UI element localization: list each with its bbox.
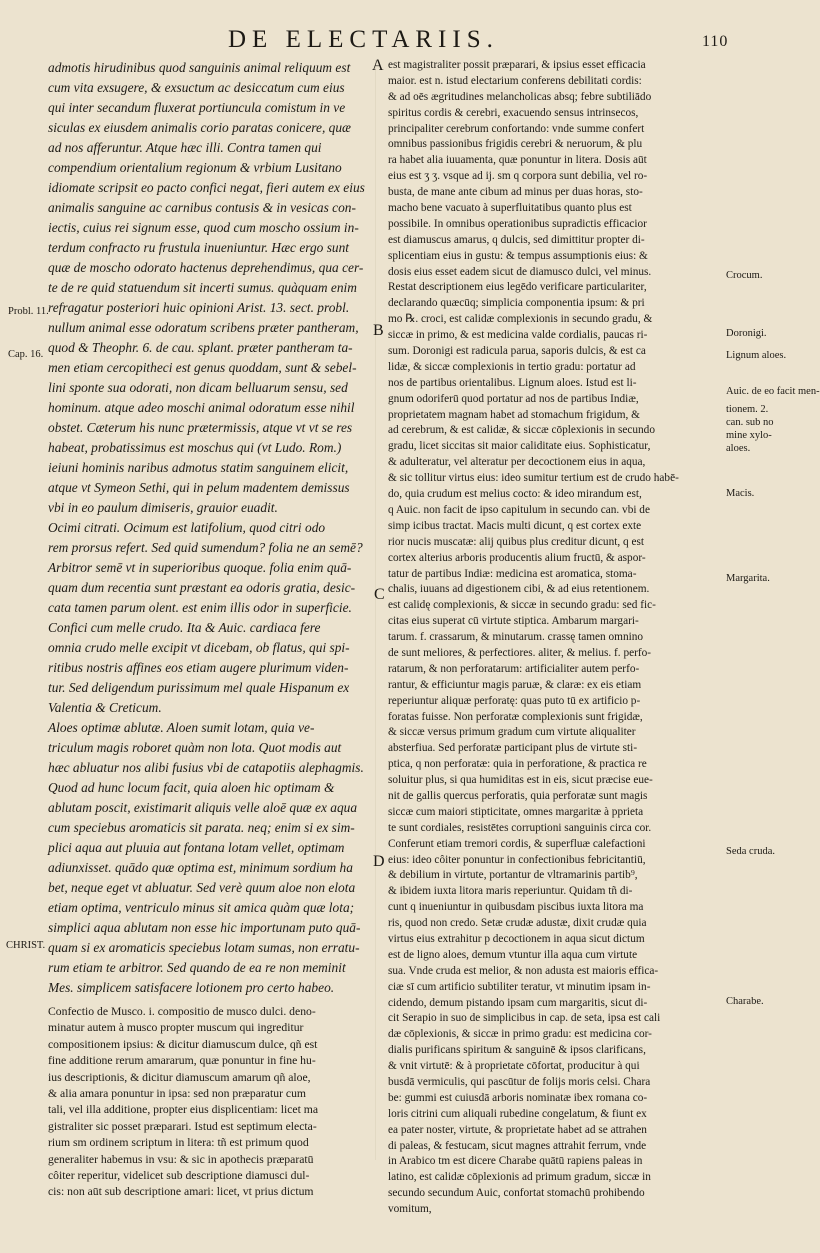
text-line: ieiuni hominis naribus admotus statim sanguinem elicit,	[48, 460, 349, 475]
left-column	[48, 58, 370, 1201]
text-line: Quod ad hunc locum facit, quia aloen hic optimam &	[48, 780, 335, 795]
text-line: splicentiam eius in gustu: & tempus assumptionis eius: &	[388, 249, 648, 262]
text-line: simp icibus tractat. Macis multi dicunt, q est cortex exte	[388, 519, 642, 532]
text-line: & alia amara ponuntur in ipsa: sed non præparatur cum	[48, 1086, 307, 1100]
text-line: & vnit virtutē: & à proprietate cōfortat, producitur à qui	[388, 1060, 640, 1073]
text-line: nos de partibus orientalibus. Lignum aloes. Istud est li-	[388, 376, 637, 389]
text-line: cata tamen parum olent. est enim illis odor in superficie.	[48, 600, 352, 615]
text-line: do, quia crudum est melius cocto: & ideo mirandum est,	[388, 488, 642, 501]
text-line: cunt q inueniuntur in quibusdam piscibus iuxta litora ma	[388, 901, 644, 914]
text-line: men etiam cercopitheci est genus quoddam, sunt & sebel-	[48, 360, 357, 375]
text-line: etiam optima, ventriculo minus sit amica quàm quæ lota;	[48, 900, 355, 915]
text-line: omnibus passionibus frigidis cerebri & neruorum, & plu	[388, 138, 643, 151]
text-line: ablutam poscit, existimarit aliquis velle aloē quæ ex aqua	[48, 800, 358, 815]
text-line: chalis, iuuans ad digestionem cibi, & ad eius retentionem.	[388, 583, 650, 596]
text-line: rem prorsus refert. Sed quid sumendum? folia ne an semē?	[48, 540, 363, 555]
margin-note-auic-2: tionem. 2.	[726, 404, 769, 415]
text-line: terdum confracto ru frustula inueniuntur. Hæc ergo sunt	[48, 240, 350, 255]
text-line: mo ℞. croci, est calidæ complexionis in secundo gradu, &	[388, 313, 653, 326]
text-line: dosis eius esset eadem sicut de diamusco dulci, vel minus.	[388, 265, 652, 278]
margin-note-lignum: Lignum aloes.	[726, 350, 787, 361]
text-line: lidæ, & siccæ complexionis in tertio gradu: portatur ad	[388, 360, 636, 373]
text-line: quam dum recentia sunt præstant ea odoris gratia, desic-	[48, 580, 356, 595]
text-line: Confici cum melle crudo. Ita & Auic. cardiaca fere	[48, 620, 321, 635]
text-line: principaliter cerebrum confortando: vnde summe confert	[388, 122, 645, 135]
text-line: soluitur plus, si qua humiditas est in eis, sicut præcise eue-	[388, 774, 653, 787]
margin-note-auic-1: Auic. de eo facit men-	[726, 386, 820, 397]
text-line: rium sm ordinem scriptum in litera: tñ est primum quod	[48, 1136, 309, 1150]
margin-note-doronigi: Doronigi.	[726, 328, 767, 339]
text-line: hominum. atque adeo moschi animal odoratum esse nihil	[48, 400, 355, 415]
text-line: possibile. In omnibus operationibus supradictis efficacior	[388, 217, 647, 230]
text-line: rior nucis muscatæ: alij quibus plus creditur dicunt, q est	[388, 535, 645, 548]
text-line: Valentia & Creticum.	[48, 700, 162, 715]
text-line: & debilium in virtute, portantur de vltramarinis partib⁹,	[388, 869, 638, 882]
text-line: declarando quæcūq; simplicia componentia ipsum: & pri	[388, 297, 645, 310]
text-line: dialis purificans spiritum & sanguinē & ipsos clarificans,	[388, 1044, 646, 1057]
text-line: eius: ideo côiter ponuntur in confectionibus febricitantiū,	[388, 853, 646, 866]
margin-note-christ: CHRIST.	[6, 940, 46, 951]
text-line: foratas fuisse. Non perforatæ complexionis sunt frigidæ,	[388, 710, 643, 723]
text-line: cum speciebus aromaticis sit parata. neq; enim si ex sim-	[48, 820, 355, 835]
section-letter-b: B	[373, 322, 384, 339]
text-line: cis: non aūt sub descriptione amari: licet, vt prius dictum	[48, 1185, 314, 1199]
margin-note-auic-4: mine xylo-	[726, 430, 772, 441]
text-line: compositionem ipsius: & dicitur diamuscum dulce, qñ est	[48, 1037, 318, 1051]
text-line: est magistraliter possit præparari, & ipsius esset efficacia	[388, 59, 646, 71]
page-number: 110	[702, 33, 729, 50]
text-line: habeat, probatissimus est moschus qui (vt Ludo. Rom.)	[48, 440, 342, 455]
text-line: Aloes optimæ ablutæ. Aloen sumit lotam, quia ve-	[48, 720, 315, 735]
text-line: q Auic. non facit de ipso capitulum in secundo can. vbi de	[388, 503, 650, 516]
text-line: absterfiua. Sed perforatæ participant plus de virtute sti-	[388, 742, 638, 755]
text-line: de sunt meliores, & perfectiores. aliter, & melius. f. perfo-	[388, 646, 652, 659]
text-line: cum vita exsugere, & exsuctum ac desiccatum cum eius	[48, 80, 345, 95]
text-line: qui inter secandum fluxerat portiuncula comistum in ve	[48, 100, 346, 115]
text-line: sum. Doronigi est radicula parua, saporis dulcis, & est ca	[388, 345, 646, 358]
text-line: maior. est n. istud electarium conferens debilitati cordis:	[388, 74, 642, 87]
text-line: animalis sanguine ac carnibus contusis & in vesicas con-	[48, 200, 356, 215]
text-line: Conferunt etiam tremori cordis, & superfluæ calefactioni	[388, 837, 646, 850]
text-line: te sunt cordiales, resistētes corruptioni sanguinis circa cor.	[388, 821, 652, 834]
running-title: DE ELECTARIIS.	[228, 26, 499, 53]
text-line: quæ de moscho odorato hactenus deprehendimus, qua cer-	[48, 260, 364, 275]
text-line: refragatur posteriori huic opinioni Arist. 13. sect. probl.	[48, 300, 350, 315]
text-line: compendium orientalium regionum & vrbium Lusitano	[48, 160, 342, 175]
text-line: Ocimi citrati. Ocimum est latifolium, quod citri odo	[48, 520, 326, 535]
text-line: ciæ sī cum artificio subtiliter teratur, vt minutim ipsam in-	[388, 980, 651, 993]
text-line: ad nos afferuntur. Atque hæc illi. Contra tamen qui	[48, 140, 322, 155]
section-letter-d: D	[373, 853, 385, 870]
text-line: ad cerebrum, & est calidæ, & siccæ cōplexionis in secundo	[388, 424, 655, 437]
text-line: ris, quod non credo. Setæ crudæ adustæ, dixit crudæ quia	[388, 917, 647, 930]
text-line: sua. Vnde cruda est melior, & non adusta est maioris effica-	[388, 964, 659, 977]
text-line: lini sponte sua odorati, non dicam belluarum sensu, sed	[48, 380, 348, 395]
text-line: gistraliter sic posset præparari. Istud est septimum electa-	[48, 1119, 317, 1133]
text-line: admotis hirudinibus quod sanguinis animal reliquum est	[48, 60, 351, 75]
section-letter-c: C	[374, 586, 385, 603]
text-line: vomitum,	[388, 1203, 432, 1216]
text-line: quod & Theophr. 6. de cau. splant. præter pantheram ta-	[48, 340, 353, 355]
text-line: est calidę complexionis, & siccæ in secundo gradu: sed fic-	[388, 599, 656, 612]
text-line: gradu, licet siccitas sit maior caliditate eius. Sophisticatur,	[388, 440, 651, 453]
text-line: tarum. f. crassarum, & minutarum. crassę tamen omnino	[388, 631, 644, 644]
text-line: & adulteratur, vel alteratur per decoctionem eius in aqua,	[388, 456, 646, 469]
text-line: idiomate scripsit eo pacto confici negat, fieri autem ex eius	[48, 180, 365, 195]
text-line: obstet. Cæterum his nunc prætermissis, atque vt vt se res	[48, 420, 353, 435]
margin-note-charabe: Charabe.	[726, 996, 764, 1007]
text-line: macho bene vacuato à superfluitatibus quanto plus est	[388, 202, 632, 215]
text-line: ritibus nostris affines eos etiam augere plurimum viden-	[48, 660, 349, 675]
text-line: di paleas, & festucam, sicut magnes attrahit ferrum, vnde	[388, 1139, 647, 1152]
margin-note-auic-3: can. sub no	[726, 417, 774, 428]
text-line: nit de gallis quercus perforatis, quia perforatæ sunt magis	[388, 789, 648, 802]
text-line: te de re quid statuendum sit incerti sumus. quàquam enim	[48, 280, 357, 295]
text-line: nullum animal esse odoratum scribens præter pantheram,	[48, 320, 359, 335]
text-line: busta, de mane ante cibum ad minus per duas horas, sto-	[388, 186, 643, 199]
text-line: quam si ex aromaticis speciebus lotam sumas, non erratu-	[48, 940, 360, 955]
text-line: rum etiam te arbitror. Sed quando de ea re non meminit	[48, 960, 346, 975]
text-line: tatur de partibus Indiæ: medicina est aromatica, stoma-	[388, 567, 637, 580]
text-line: minatur autem à musco propter muscum qui ingreditur	[48, 1021, 304, 1035]
text-line: atque vt Symeon Sethi, qui in pelum madentem demissus	[48, 480, 350, 495]
text-line: triculum magis roboret quàm non lota. Quot modis aut	[48, 740, 342, 755]
margin-note-cap: Cap. 16.	[8, 349, 44, 360]
text-line: rantur, & efficiuntur magis paruæ, & claræ: ex eis etiam	[388, 678, 642, 691]
text-line: Mes. simplicem satisfacere lotionem pro certo habeo.	[48, 980, 335, 995]
text-line: plici aqua aut pluuia aut fontana lotam vellet, optimam	[48, 840, 345, 855]
text-line: omnia crudo melle excipit vt dicebam, ob flatus, qui spi-	[48, 640, 350, 655]
text-line: reperiuntur aliquæ perforatę: quas puto tū ex artificio p-	[388, 694, 641, 707]
text-line: côiter reperitur, videlicet sub descriptione diamusci dul-	[48, 1168, 310, 1182]
text-line: ea pater noster, virtute, & proprietate habet ad se attrahen	[388, 1123, 647, 1136]
margin-note-margarita: Margarita.	[726, 573, 770, 584]
text-line: spiritus cordis & cerebri, exacuendo sensus intrinsecos,	[388, 106, 639, 119]
text-line: vbi in eo paulum dimiseris, grauior euadit.	[48, 500, 278, 515]
text-line: generaliter habemus in vsu: & sic in apothecis præparatū	[48, 1152, 314, 1166]
text-line: siccæ cum maiori stipticitate, omnes margaritæ à pprieta	[388, 805, 644, 818]
text-line: virtus eius extrahitur p decoctionem in aqua sicut dictum	[388, 932, 645, 945]
text-line: est de ligno aloes, demum vtuntur illa aqua cum virtute	[388, 948, 638, 961]
text-line: Arbitror semē vt in superioribus quoque. folia enim quā-	[48, 560, 352, 575]
text-line: cortex alterius arboris producentis alium fructū, & aspor-	[388, 551, 646, 564]
text-line: siccæ in primo, & est medicina valde cordialis, paucas ri-	[388, 329, 648, 342]
text-line: bet, neque eget vt abluatur. Sed verè quum aloe non elota	[48, 880, 356, 895]
text-line: simplici aqua ablutam non esse hic importunam puto quā-	[48, 920, 361, 935]
text-line: ius descriptionis, & dicitur diamuscum amarum qñ aloe,	[48, 1070, 311, 1084]
text-line: Restat descriptionem eius legēdo verificare particulariter,	[388, 281, 647, 294]
text-line: secundo secundum Auic, confortat stomachū prohibendo	[388, 1187, 645, 1200]
text-line: ptica, q non perforatæ: quia in perforatione, & practica re	[388, 758, 647, 771]
text-line: loris citrini cum aliquali rubedine congelatum, & fiunt ex	[388, 1107, 647, 1120]
text-line: iectis, cuius rei signum esse, quod cum moscho ossium in-	[48, 220, 359, 235]
text-line: & ad oēs ægritudines melancholicas absq; febre subtiliādo	[388, 90, 652, 103]
text-line: cit Serapio in suo de simplicibus in cap. de seta, ipsa est cali	[388, 1012, 661, 1025]
text-line: in Arabico tm est dicere Charabe quātū rapiens paleas in	[388, 1155, 643, 1168]
margin-note-crocum: Crocum.	[726, 270, 763, 281]
text-line: tur. Sed deligendum purissimum mel quale Hispanum ex	[48, 680, 350, 695]
text-line: busdā vermiculis, qui pascūtur de folijs moris celsi. Chara	[388, 1076, 651, 1088]
text-line: latino, est calidæ cōplexionis ad primum gradum, siccæ in	[388, 1171, 651, 1184]
margin-note-auic-5: aloes.	[726, 443, 751, 454]
text-line: ra habet alia iuuamenta, quæ ponuntur in litera. Dosis aūt	[388, 154, 647, 167]
right-column	[388, 58, 720, 1218]
text-line: & siccæ versus primum gradum cum virtute aliqualiter	[388, 726, 636, 739]
text-line: fine additione rerum amararum, quæ ponuntur in fine hu-	[48, 1054, 316, 1068]
margin-note-probl: Probl. 11.	[8, 306, 49, 317]
text-line: be: gummi est cuiusdā arboris nominatæ ibex romana co-	[388, 1091, 648, 1104]
text-line: siculas ex eiusdem animalis corio paratas conicere, quæ	[48, 120, 351, 135]
text-line: & sic tollitur virtus eius: ideo sumitur tertium est de crudo habē-	[388, 472, 679, 485]
text-line: cidendo, demum pistando ipsam cum margaritis, sicut di-	[388, 996, 648, 1009]
text-line: Confectio de Musco. i. compositio de musco dulci. deno-	[48, 1005, 316, 1018]
text-line: dæ cōplexionis, & siccæ in primo gradu: est medicina cor-	[388, 1028, 652, 1041]
text-line: adiunxisset. quādo quæ optima est, minimum sordium ha	[48, 860, 353, 875]
text-line: citas eius superat cū virtute stiptica. Ambarum margari-	[388, 615, 639, 628]
text-line: & ibidem iuxta litora maris reperiuntur. Quidam tñ di-	[388, 885, 633, 898]
text-line: hæc abluatur nos alibi fusius vbi de catapotiis alephagmis.	[48, 760, 364, 775]
left-commentary-italic	[48, 58, 370, 998]
text-line: eius est ʒ ʒ. vsque ad ij. sm q corpora sunt debilia, vel ro-	[388, 170, 648, 183]
margin-note-seda: Seda cruda.	[726, 846, 775, 857]
text-line: gnum odoriferū quod portatur ad nos de partibus Indiæ,	[388, 392, 639, 405]
text-line: est diamuscus amarus, q dulcis, sed dimittitur propter di-	[388, 233, 645, 246]
page-header	[0, 26, 800, 54]
left-commentary-roman	[48, 1004, 370, 1201]
text-line: ratarum, & non perforatarum: artificialiter autem perfo-	[388, 662, 640, 675]
text-line: proprietatem magnam habet ad stomachum frigidum, &	[388, 408, 640, 421]
text-line: tali, vel illa additione, propter eius displicentiam: licet ma	[48, 1103, 319, 1117]
margin-note-macis: Macis.	[726, 488, 755, 499]
section-letter-a: A	[372, 57, 384, 74]
gutter-shadow	[375, 60, 376, 1160]
